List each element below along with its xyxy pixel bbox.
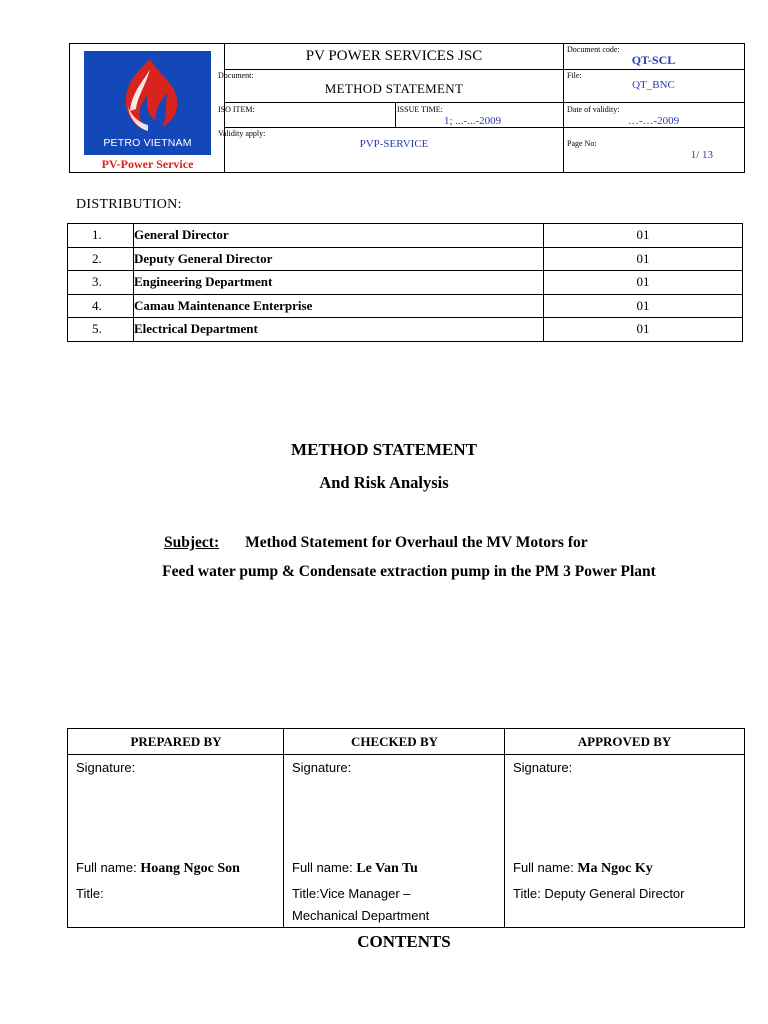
checked-signature-label: Signature: xyxy=(292,760,352,775)
subject-text-1: Method Statement for Overhaul the MV Motors for xyxy=(245,534,588,551)
page-no-value: 1/ 13 xyxy=(690,149,713,161)
checked-fullname xyxy=(292,860,418,877)
contents-heading: CONTENTS xyxy=(357,932,451,951)
validity-apply-label: Validity apply: xyxy=(218,129,266,138)
checked-title-value-2: Mechanical Department xyxy=(292,908,430,923)
checked-title-value: Vice Manager – xyxy=(319,886,411,901)
distribution-row-quantity: 01 xyxy=(544,224,743,248)
checked-fullname-value: Le Van Tu xyxy=(356,861,418,876)
subject-line-1 xyxy=(164,534,588,552)
checked-title-label: Title: xyxy=(292,886,320,901)
document-header xyxy=(69,43,745,173)
distribution-table xyxy=(67,223,743,342)
distribution-row-number: 5. xyxy=(68,318,134,342)
doc-code-label: Document code: xyxy=(567,45,620,54)
subject-label: Subject: xyxy=(164,534,220,551)
petrovietnam-logo xyxy=(84,51,211,155)
logo-subtitle: PV-Power Service xyxy=(101,157,194,171)
document-value: METHOD STATEMENT xyxy=(324,81,464,96)
distribution-row-quantity: 01 xyxy=(544,247,743,271)
issue-time-value: 1; ...-...-2009 xyxy=(444,115,502,127)
distribution-title: DISTRIBUTION: xyxy=(76,197,182,212)
distribution-row-number: 2. xyxy=(68,247,134,271)
doc-code-value: QT-SCL xyxy=(631,53,676,67)
distribution-row xyxy=(68,294,743,318)
logo-text: PETRO VIETNAM xyxy=(103,137,192,149)
distribution-row xyxy=(68,224,743,248)
prepared-fullname xyxy=(76,860,240,877)
main-title: METHOD STATEMENT xyxy=(291,440,477,459)
approved-by-column xyxy=(505,729,744,927)
prepared-by-column xyxy=(68,729,284,927)
distribution-row-number: 3. xyxy=(68,271,134,295)
validity-apply-value: PVP-SERVICE xyxy=(359,138,429,150)
prepared-fullname-value: Hoang Ngoc Son xyxy=(140,861,240,876)
checked-title xyxy=(292,886,411,901)
date-of-validity-value: …-…-2009 xyxy=(627,115,680,127)
approved-fullname-value: Ma Ngoc Ky xyxy=(577,861,653,876)
approved-title xyxy=(513,886,684,901)
distribution-row xyxy=(68,247,743,271)
distribution-row-number: 4. xyxy=(68,294,134,318)
iso-item-label: ISO ITEM: xyxy=(218,105,255,114)
main-subtitle: And Risk Analysis xyxy=(319,473,449,492)
checked-fullname-label: Full name: xyxy=(292,860,353,875)
distribution-row-name: General Director xyxy=(134,224,544,248)
checked-by-heading: CHECKED BY xyxy=(284,729,505,755)
approved-fullname xyxy=(513,860,653,877)
prepared-signature-label: Signature: xyxy=(76,760,136,775)
prepared-fullname-label: Full name: xyxy=(76,860,137,875)
approved-signature-label: Signature: xyxy=(513,760,573,775)
page-no-label: Page No: xyxy=(567,139,597,148)
approved-fullname-label: Full name: xyxy=(513,860,574,875)
prepared-by-heading: PREPARED BY xyxy=(68,729,284,755)
prepared-title-label: Title: xyxy=(76,886,104,901)
logo-cell xyxy=(70,44,225,172)
date-of-validity-label: Date of validity: xyxy=(567,105,620,114)
distribution-row-quantity: 01 xyxy=(544,294,743,318)
approved-by-heading: APPROVED BY xyxy=(505,729,744,755)
approved-title-label: Title: xyxy=(513,886,541,901)
distribution-row xyxy=(68,271,743,295)
file-label: File: xyxy=(567,71,582,80)
distribution-row-number: 1. xyxy=(68,224,134,248)
distribution-row xyxy=(68,318,743,342)
checked-by-column xyxy=(284,729,505,927)
distribution-row-name: Electrical Department xyxy=(134,318,544,342)
company-name: PV POWER SERVICES JSC xyxy=(305,48,483,64)
signature-table xyxy=(67,728,745,928)
approved-title-value: Deputy General Director xyxy=(540,886,685,901)
issue-time-label: ISSUE TIME: xyxy=(397,105,443,114)
distribution-row-quantity: 01 xyxy=(544,271,743,295)
distribution-row-quantity: 01 xyxy=(544,318,743,342)
distribution-row-name: Camau Maintenance Enterprise xyxy=(134,294,544,318)
distribution-row-name: Engineering Department xyxy=(134,271,544,295)
document-label: Document: xyxy=(218,71,254,80)
distribution-row-name: Deputy General Director xyxy=(134,247,544,271)
subject-line-2: Feed water pump & Condensate extraction pump in the PM 3 Power Plant xyxy=(162,563,656,580)
file-value: QT_BNC xyxy=(632,79,675,91)
